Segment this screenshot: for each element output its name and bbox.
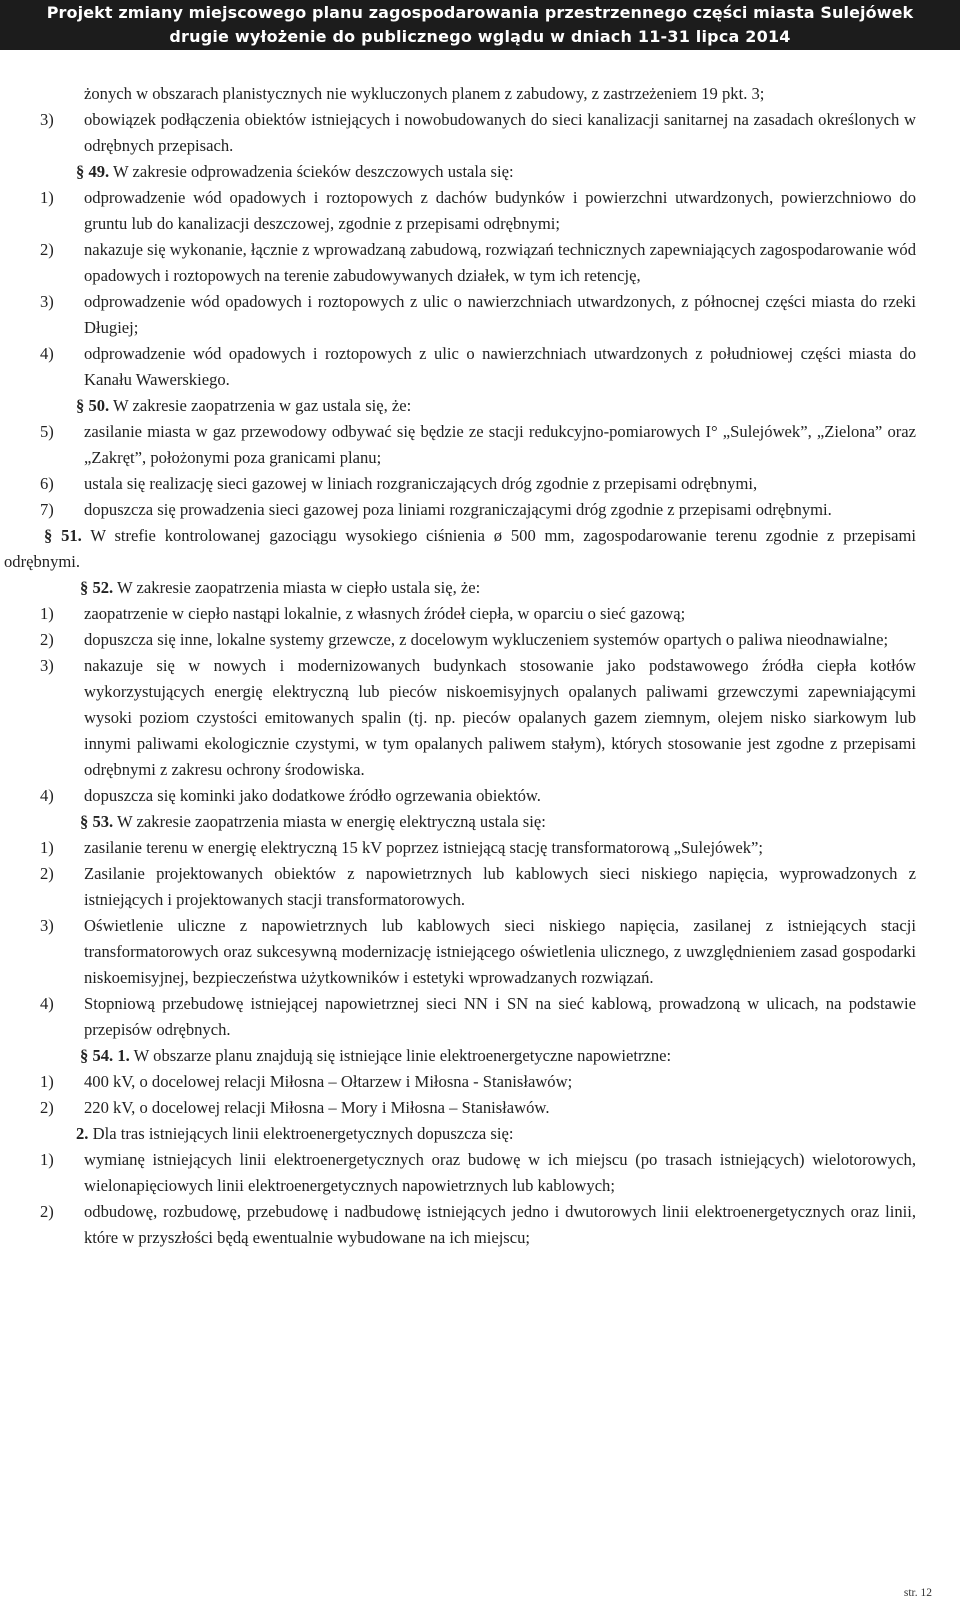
item-text: wymianę istniejących linii elektroenergetycznych oraz budowę w ich miejscu (po trasach istniejących) wielotorowych, wielonapięciowych linii elektroenergetycznych napowietrznych lub kablowych; [84,1150,916,1195]
item-text: nakazuje się w nowych i modernizowanych budynkach stosowanie jako podstawowego źródła ciepła kotłów wykorzystujących energię elektryczną lub pieców niskoemisyjnych opalanych paliwami grzewczymi zapewniającymi wysoki poziom czystości emitowanych spalin (tj. np. pieców opalanych gazem ziemnym, olejem nisko siarkowym lub innymi paliwami ekologicznie czystymi, w tym opalanych paliwem stałym), których stosowanie jest zgodne z przepisami odrębnymi z zakresu ochrony środowiska. [84,656,916,779]
paragraph-number: 2. [76,1124,89,1143]
section-49 [40,159,916,185]
continued-text: żonych w obszarach planistycznych nie wykluczonych planem z zabudowy, z zastrzeżeniem 19 pkt. 3; [84,84,765,103]
list-item [40,913,916,991]
item-text: zasilanie terenu w energię elektryczną 15 kV poprzez istniejącą stację transformatorową „Sulejówek”; [84,838,763,857]
item-text: Stopniową przebudowę istniejącej napowietrznej sieci NN i SN na sieć kablową, prowadzoną w ulicach, na podstawie przepisów odrębnych. [84,994,916,1039]
item-text: zasilanie miasta w gaz przewodowy odbywać się będzie ze stacji redukcyjno-pomiarowych I° „Sulejówek”, „Zielona” oraz „Zakręt”, położonymi poza granicami planu; [84,422,916,467]
item-number: 4) [40,344,54,363]
item-number: 3) [40,292,54,311]
item-text: zaopatrzenie w ciepło nastąpi lokalnie, z własnych źródeł ciepła, w oparciu o sieć gazową; [84,604,686,623]
section-intro: W zakresie odprowadzenia ścieków deszczowych ustala się: [113,162,514,181]
section-number: § 51. [44,526,82,545]
section-number: § 53. [80,812,114,831]
list-item [40,497,916,523]
list-item [40,601,916,627]
header-title: Projekt zmiany miejscowego planu zagospodarowania przestrzennego części miasta Sulejówek [46,3,914,22]
section-number: § 50. [76,396,110,415]
item-number: 3) [40,656,54,675]
section-53 [40,809,916,835]
section-intro: W zakresie zaopatrzenia miasta w energię elektryczną ustala się: [117,812,546,831]
header-subtitle: drugie wyłożenie do publicznego wglądu w dniach 11-31 lipca 2014 [169,27,791,46]
item-text: 220 kV, o docelowej relacji Miłosna – Mory i Miłosna – Stanisławów. [84,1098,550,1117]
list-item [40,341,916,393]
document-body [4,81,917,1251]
item-number: 4) [40,786,54,805]
list-item [40,783,916,809]
list-item [40,627,916,653]
item-text: ustala się realizację sieci gazowej w liniach rozgraniczających dróg zgodnie z przepisami odrębnymi, [84,474,758,493]
item-number: 4) [40,994,54,1013]
item-text: odprowadzenie wód opadowych i roztopowych z ulic o nawierzchniach utwardzonych z południowej części miasta do Kanału Wawerskiego. [84,344,916,389]
item-number: 1) [40,1150,54,1169]
list-item [40,991,916,1043]
list-item [40,1147,916,1199]
item-number: 3) [40,110,54,129]
list-item [40,185,916,237]
section-54-paragraph-2 [40,1121,916,1147]
section-intro: W zakresie zaopatrzenia miasta w ciepło ustala się, że: [117,578,481,597]
section-text: W strefie kontrolowanej gazociągu wysokiego ciśnienia ø 500 mm, zagospodarowanie terenu zgodnie z przepisami odrębnymi. [4,526,917,571]
section-51 [4,523,916,575]
list-item [40,1095,916,1121]
list-item [40,835,916,861]
list-item [40,1069,916,1095]
section-50 [40,393,916,419]
list-item [40,653,916,783]
item-number: 5) [40,422,54,441]
section-54 [40,1043,916,1069]
item-text: odprowadzenie wód opadowych i roztopowych z dachów budynków i powierzchni utwardzonych, powierzchniowo do gruntu lub do kanalizacji deszczowej, zgodnie z przepisami odrębnymi; [84,188,916,233]
item-number: 2) [40,864,54,883]
section-intro: W obszarze planu znajdują się istniejące linie elektroenergetyczne napowietrzne: [133,1046,672,1065]
item-number: 6) [40,474,54,493]
item-text: Oświetlenie uliczne z napowietrznych lub kablowych sieci niskiego napięcia, zasilanej z istniejących stacji transformatorowych oraz sukcesywną modernizację istniejącego oświetlenia ulicznego, z uwzględnieniem zasad gospodarki niskoemisyjnej, bezpieczeństwa użytkowników i estetyki wprowadzanych rozwiązań. [84,916,916,987]
item-number: 1) [40,188,54,207]
item-text: odprowadzenie wód opadowych i roztopowych z ulic o nawierzchniach utwardzonych, z północnej części miasta do rzeki Długiej; [84,292,916,337]
item-number: 2) [40,1202,54,1221]
section-number: § 49. [76,162,110,181]
section-52 [40,575,916,601]
list-item [40,471,916,497]
item-text: Zasilanie projektowanych obiektów z napowietrznych lub kablowych sieci niskiego napięcia, wyprowadzonych z istniejących i projektowanych stacji transformatorowych. [84,864,916,909]
section-number: § 54. 1. [80,1046,130,1065]
section-number: § 52. [80,578,114,597]
item-text: dopuszcza się prowadzenia sieci gazowej poza liniami rozgraniczającymi dróg zgodnie z przepisami odrębnymi. [84,500,832,519]
item-text: dopuszcza się kominki jako dodatkowe źródło ogrzewania obiektów. [84,786,541,805]
item-number: 7) [40,500,54,519]
paragraph-intro: Dla tras istniejących linii elektroenergetycznych dopuszcza się: [92,1124,514,1143]
item-text: nakazuje się wykonanie, łącznie z wprowadzaną zabudową, rozwiązań technicznych zapewniających zagospodarowanie wód opadowych i roztopowych na terenie zabudowywanych działek, w tym ich retencję, [84,240,916,285]
item-text: odbudowę, rozbudowę, przebudowę i nadbudowę istniejących jedno i dwutorowych linii elektroenergetycznych oraz linii, które w przyszłości będą ewentualnie wybudowane na ich miejscu; [84,1202,916,1247]
list-item [40,289,916,341]
list-item [40,861,916,913]
item-text: 400 kV, o docelowej relacji Miłosna – Ołtarzew i Miłosna - Stanisławów; [84,1072,573,1091]
document-header [0,0,960,50]
list-item [40,419,916,471]
item-number: 1) [40,838,54,857]
item-text: obowiązek podłączenia obiektów istniejących i nowobudowanych do sieci kanalizacji sanitarnej na zasadach określonych w odrębnych przepisach. [84,110,916,155]
item-text: dopuszcza się inne, lokalne systemy grzewcze, z docelowym wykluczeniem systemów opartych o paliwa nieodnawialne; [84,630,889,649]
page-number: str. 12 [903,1587,932,1599]
item-number: 3) [40,916,54,935]
list-item [40,107,916,159]
item-number: 2) [40,1098,54,1117]
item-number: 1) [40,1072,54,1091]
item-number: 1) [40,604,54,623]
item-number: 2) [40,240,54,259]
item-number: 2) [40,630,54,649]
list-item [40,237,916,289]
section-intro: W zakresie zaopatrzenia w gaz ustala się, że: [113,396,412,415]
list-item [40,1199,916,1251]
